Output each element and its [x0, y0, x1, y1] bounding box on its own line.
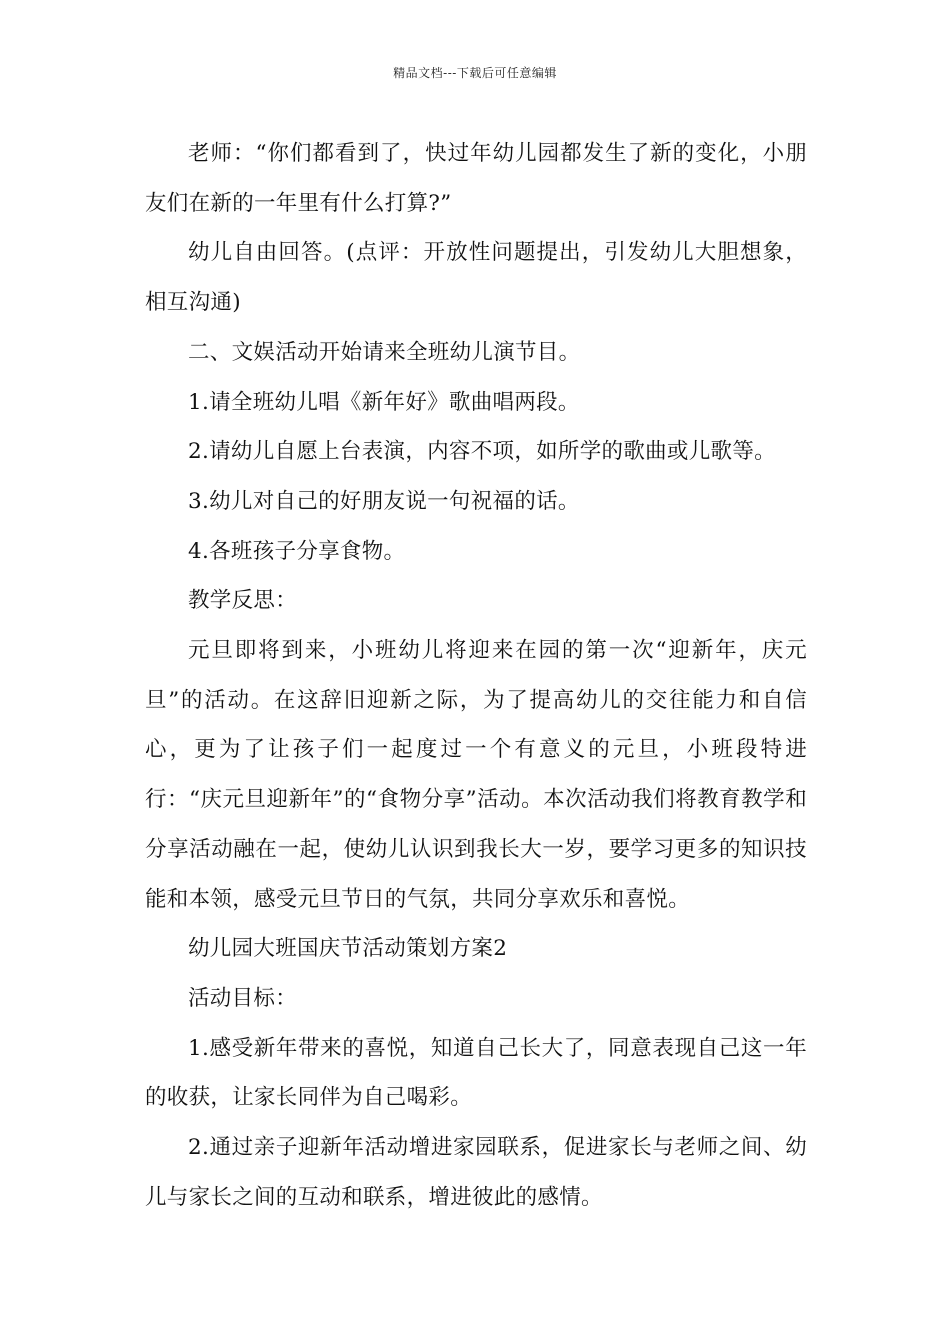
paragraph-goal-1: 1.感受新年带来的喜悦，知道自己长大了，同意表现自己这一年的收获，让家长同伴为自己喝彩。 [145, 1035, 807, 1111]
paragraph-teacher-question: 老师：“你们都看到了，快过年幼儿园都发生了新的变化，小朋友们在新的一年里有什么打算?” [145, 141, 807, 216]
paragraph-plan-title: 幼儿园大班国庆节活动策划方案2 [188, 936, 508, 962]
paragraph-item-4: 4.各班孩子分享食物。 [188, 538, 406, 564]
paragraph-item-3: 3.幼儿对自己的好朋友说一句祝福的话。 [188, 488, 580, 514]
paragraph-reflection-body: 元旦即将到来，小班幼儿将迎来在园的第一次“迎新年，庆元旦”的活动。在这辞旧迎新之际，为了提高幼儿的交往能力和自信心，更为了让孩子们一起度过一个有意义的元旦，小班段特进行：“庆元旦迎新年”的“食物分享”活动。本次活动我们将教育教学和分享活动融在一起，使幼儿认识到我长大一岁，要学习更多的知识技能和本领，感受元旦节日的气氛，共同分享欢乐和喜悦。 [145, 638, 807, 912]
paragraph-goals-heading: 活动目标： [188, 985, 298, 1011]
page-header: 精品文档---下载后可任意编辑 [393, 66, 557, 80]
paragraph-children-answer: 幼儿自由回答。(点评：开放性问题提出，引发幼儿大胆想象，相互沟通) [145, 240, 807, 316]
paragraph-goal-2: 2.通过亲子迎新年活动增进家园联系，促进家长与老师之间、幼儿与家长之间的互动和联系，增进彼此的感情。 [145, 1135, 807, 1210]
paragraph-item-2: 2.请幼儿自愿上台表演，内容不项，如所学的歌曲或儿歌等。 [188, 439, 776, 465]
paragraph-item-1: 1.请全班幼儿唱《新年好》歌曲唱两段。 [188, 389, 580, 415]
document-body [145, 129, 807, 1222]
paragraph-section-two: 二、文娱活动开始请来全班幼儿演节目。 [188, 339, 581, 365]
paragraph-reflection-heading: 教学反思： [188, 588, 298, 614]
